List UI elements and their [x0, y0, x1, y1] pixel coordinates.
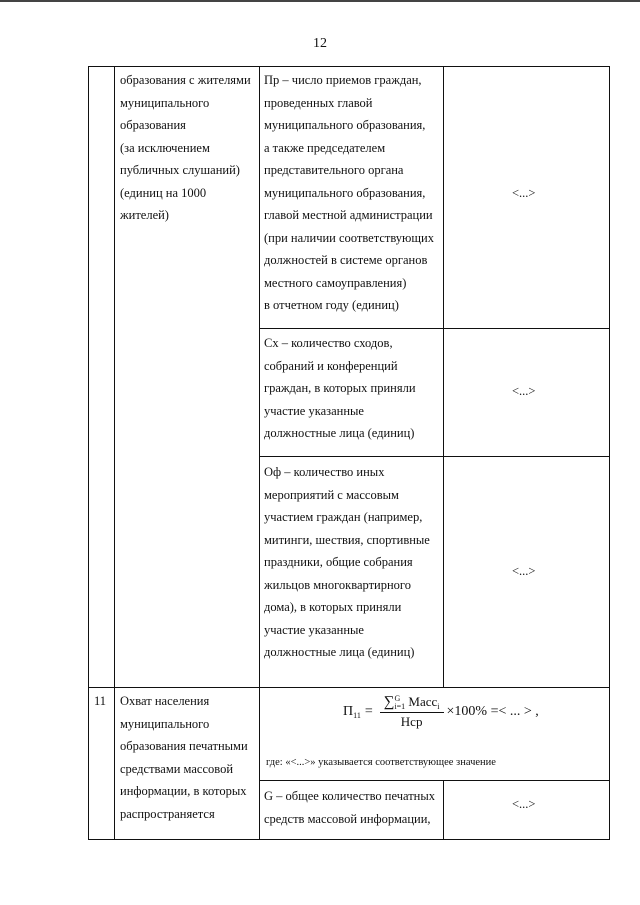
table-border-bottom — [88, 839, 610, 840]
indicator-line: муниципального — [120, 95, 210, 110]
formula-numerator: ∑ G i=1 Масс$_i$ — [380, 694, 444, 713]
param-line: G – общее количество печатных — [264, 789, 436, 803]
param-line: участием граждан (например, — [264, 510, 423, 524]
column-divider-indicator — [259, 66, 260, 840]
formula-equals: = — [364, 704, 373, 719]
formula-fraction — [380, 694, 444, 730]
param-line: митинги, шествия, спортивные — [264, 532, 430, 547]
value-placeholder-pr: <...> — [512, 186, 536, 200]
row-divider-pr — [259, 328, 610, 329]
indicator-line: образования печатными — [120, 739, 248, 753]
formula-lhs: $П_{11}$ — [343, 704, 361, 720]
table-border-right — [609, 66, 610, 840]
param-line: муниципального образования, — [264, 185, 426, 200]
indicator-line: образования — [120, 118, 186, 132]
param-cell-of — [264, 461, 430, 664]
indicator-line: (за исключением — [120, 140, 210, 155]
indicator-line: информации, в которых — [120, 784, 247, 798]
column-divider-param-upper — [443, 66, 444, 688]
param-line: местного самоуправления) — [264, 275, 407, 290]
indicator-line: (единиц на 1000 — [120, 185, 207, 200]
param-line: должностей в системе органов — [264, 253, 428, 267]
param-cell-sx — [264, 332, 416, 445]
param-line: муниципального образования, — [264, 118, 426, 132]
table-border-left — [88, 66, 89, 840]
param-line: граждан, в которых приняли — [264, 381, 416, 395]
param-line: в отчетном году (единиц) — [264, 298, 399, 312]
param-cell-pr — [264, 69, 434, 317]
param-line: должностные лица (единиц) — [264, 426, 415, 440]
value-placeholder-of: <...> — [512, 564, 536, 578]
row-divider-formula — [259, 780, 610, 781]
param-line: (при наличии соответствующих — [264, 230, 434, 245]
param-line: мероприятий с массовым — [264, 487, 399, 502]
formula-denominator: Нср — [400, 714, 423, 730]
param-line: Пр – число приемов граждан, — [264, 73, 422, 87]
param-line: должностные лица (единиц) — [264, 645, 415, 659]
indicator-cell-prev — [120, 69, 251, 227]
indicator-line: Охват населения — [120, 694, 210, 708]
param-line: а также председателем — [264, 140, 386, 155]
param-line: проведенных главой — [264, 95, 373, 110]
param-line: Оф – количество иных — [264, 465, 385, 479]
param-line: участие указанные — [264, 622, 364, 637]
formula-note: где: «<...>» указывается соответствующее значение — [266, 757, 496, 768]
indicator-line: распространяется — [120, 806, 215, 821]
param-line: средств массовой информации, — [264, 811, 431, 826]
column-divider-number — [114, 66, 115, 840]
indicator-line: муниципального — [120, 716, 210, 731]
param-line: собраний и конференций — [264, 358, 398, 373]
page-number: 12 — [313, 36, 327, 51]
indicator-line: средствами массовой — [120, 761, 234, 776]
column-divider-param-lower — [443, 780, 444, 839]
indicator-line: образования с жителями — [120, 73, 251, 87]
row-divider-11 — [88, 687, 610, 688]
value-placeholder-sx: <...> — [512, 384, 536, 398]
table-border-top — [88, 66, 610, 67]
param-line: дома), в которых приняли — [264, 600, 402, 614]
top-rule — [0, 0, 640, 2]
indicator-cell-11 — [120, 690, 248, 825]
row-number-11: 11 — [94, 694, 107, 708]
formula-tail: ×100% =< ... > , — [446, 704, 539, 719]
param-line: жильцов многоквартирного — [264, 577, 411, 592]
formula — [343, 694, 539, 730]
indicator-line: жителей) — [120, 208, 169, 222]
value-placeholder-g: <...> — [512, 797, 536, 811]
param-line: Сх – количество сходов, — [264, 336, 393, 350]
indicator-line: публичных слушаний) — [120, 163, 240, 177]
param-line: участие указанные — [264, 403, 364, 418]
param-line: праздники, общие собрания — [264, 555, 413, 569]
param-line: представительного органа — [264, 163, 404, 177]
param-line: главой местной администрации — [264, 208, 433, 222]
row-divider-sx — [259, 456, 610, 457]
param-cell-g — [264, 785, 435, 830]
